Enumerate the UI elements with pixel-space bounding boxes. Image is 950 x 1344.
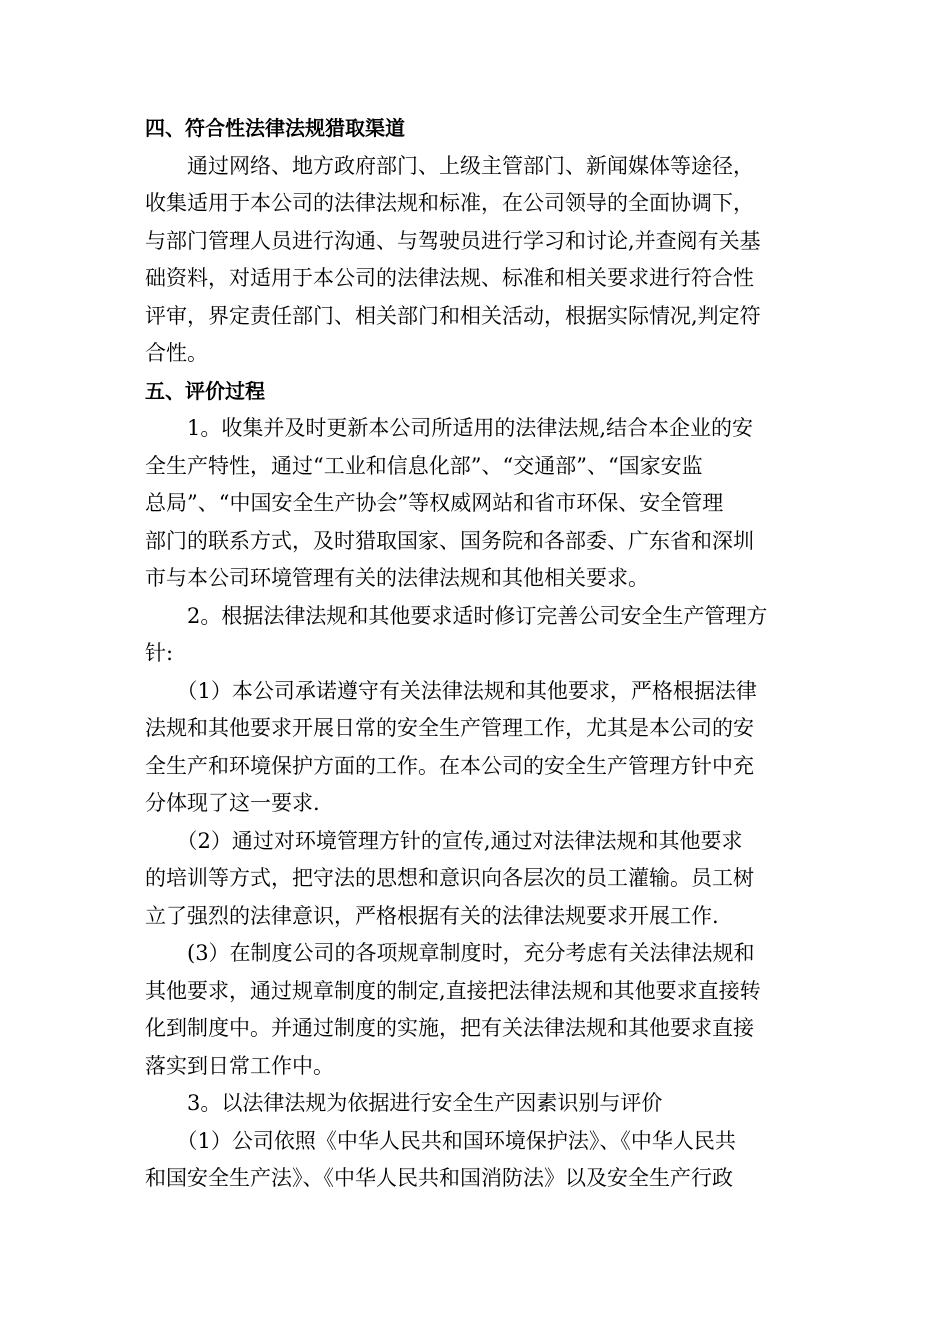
paragraph-line: 立了强烈的法律意识，严格根据有关的法律法规要求开展工作. [145, 903, 719, 928]
paragraph-line: (3）在制度公司的各项规章制度时，充分考虑有关法律法规和 [145, 941, 755, 965]
paragraph-line: （2）通过对环境管理方针的宣传,通过对法律法规和其他要求 [145, 828, 743, 853]
paragraph-line: 础资料，对适用于本公司的法律法规、标准和相关要求进行符合性 [145, 266, 754, 290]
paragraph-line: 1。收集并及时更新本公司所适用的法律法规,结合本企业的安 [145, 416, 754, 440]
paragraph-line: 2。根据法律法规和其他要求适时修订完善公司安全生产管理方 [145, 603, 768, 628]
paragraph-line: 评审，界定责任部门、相关部门和相关活动，根据实际情况,判定符 [145, 303, 761, 328]
paragraph-line: 合性。 [145, 341, 208, 365]
paragraph-line: （1）本公司承诺遵守有关法律法规和其他要求，严格根据法律 [145, 678, 757, 703]
document-body [145, 110, 810, 1198]
paragraph-line: 收集适用于本公司的法律法规和标准，在公司领导的全面协调下， [145, 191, 754, 215]
paragraph-line: 法规和其他要求开展日常的安全生产管理工作，尤其是本公司的安 [145, 716, 754, 740]
paragraph-line: 分体现了这一要求. [145, 791, 320, 815]
paragraph-line: 通过网络、地方政府部门、上级主管部门、新闻媒体等途径， [145, 153, 754, 178]
section-heading-5: 五、评价过程 [145, 378, 265, 403]
paragraph-line: （1）公司依照《中华人民共和国环境保护法》、《中华人民共 [145, 1128, 736, 1153]
paragraph-line: 部门的联系方式，及时猎取国家、国务院和各部委、广东省和深圳 [145, 528, 754, 553]
paragraph-line: 落实到日常工作中。 [145, 1053, 334, 1078]
paragraph-line: 3。以法律法规为依据进行安全生产因素识别与评价 [145, 1091, 663, 1115]
section-heading-4: 四、符合性法律法规猎取渠道 [145, 116, 405, 140]
paragraph-line: 全生产和环境保护方面的工作。在本公司的安全生产管理方针中充 [145, 753, 754, 778]
paragraph-line: 和国安全生产法》、《中华人民共和国消防法》以及安全生产行政 [145, 1166, 733, 1190]
paragraph-line: 全生产特性，通过“工业和信息化部”、“交通部”、“国家安监 [145, 453, 703, 478]
paragraph-line: 市与本公司环境管理有关的法律法规和其他相关要求。 [145, 566, 649, 590]
paragraph-line: 针: [145, 641, 174, 665]
paragraph-line: 化到制度中。并通过制度的实施，把有关法律法规和其他要求直接 [145, 1016, 754, 1040]
paragraph-line: 总局”、“中国安全生产协会”等权威网站和省市环保、安全管理 [145, 491, 724, 515]
paragraph-line: 的培训等方式，把守法的思想和意识向各层次的员工灌输。员工树 [145, 866, 754, 890]
paragraph-line: 其他要求，通过规章制度的制定,直接把法律法规和其他要求直接转 [145, 978, 761, 1003]
paragraph-line: 与部门管理人员进行沟通、与驾驶员进行学习和讨论,并查阅有关基 [145, 228, 761, 253]
